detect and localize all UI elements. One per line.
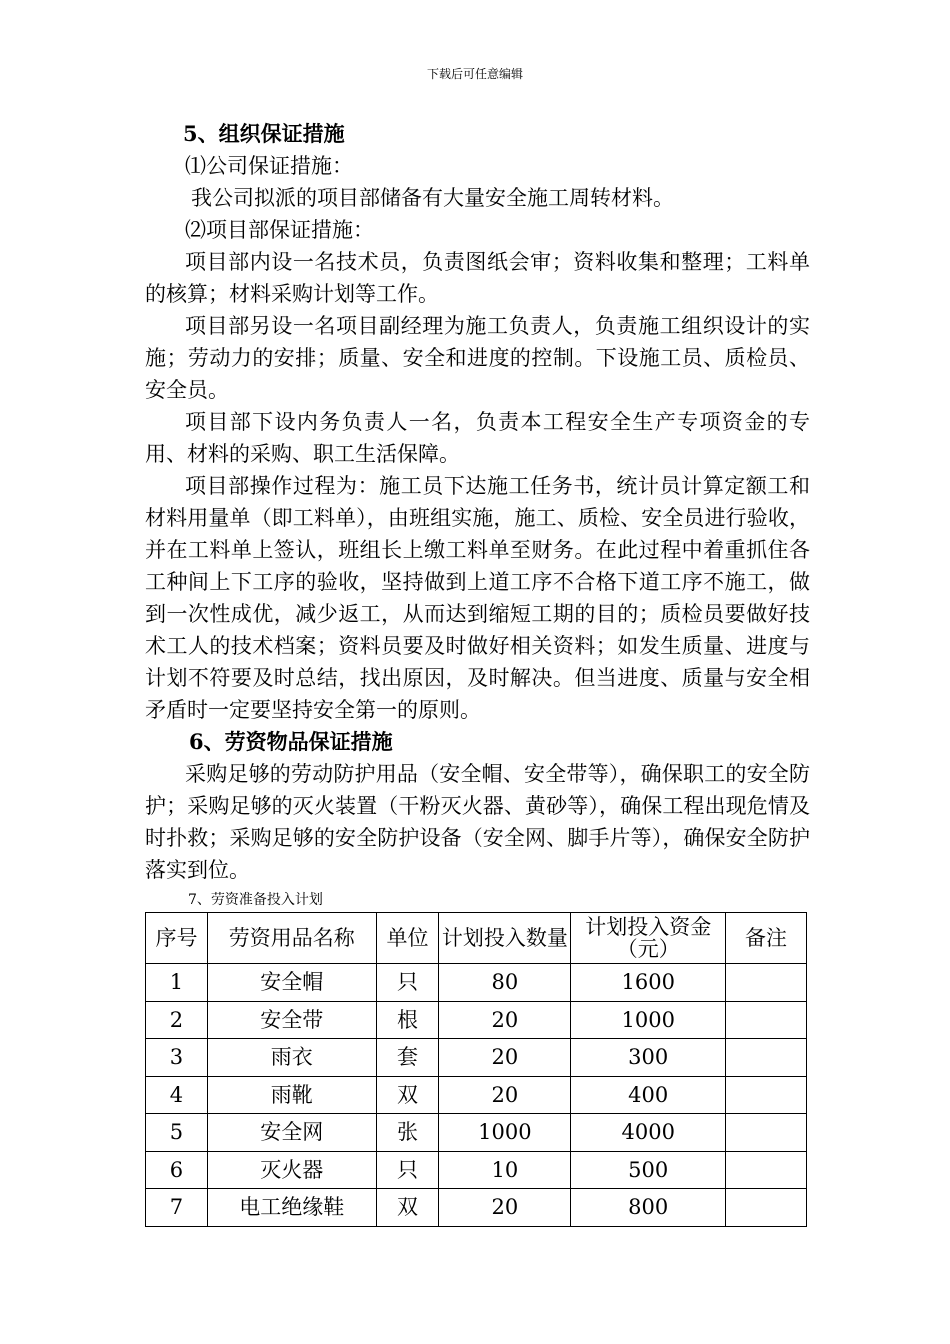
- header-quantity: 计划投入数量: [439, 913, 571, 964]
- cell-index: 4: [146, 1076, 208, 1114]
- header-remarks: 备注: [726, 913, 807, 964]
- section-6-title: 6、劳资物品保证措施: [189, 729, 393, 754]
- cell-amount: 1000: [571, 1001, 726, 1039]
- cell-index: 6: [146, 1151, 208, 1189]
- page-header: 下载后可任意编辑: [426, 67, 523, 81]
- cell-index: 1: [146, 964, 208, 1002]
- paragraph-deputy-manager: 项目部另设一名项目副经理为施工负责人，负责施工组织设计的实施；劳动力的安排；质量、安全和进度的控制。下设施工员、质检员、安全员。: [145, 314, 810, 402]
- cell-index: 2: [146, 1001, 208, 1039]
- cell-amount: 300: [571, 1039, 726, 1077]
- cell-index: 7: [146, 1189, 208, 1227]
- header-index: 序号: [146, 913, 208, 964]
- table-row: [146, 1039, 807, 1077]
- labor-plan-table: [145, 912, 807, 1227]
- cell-unit: 只: [376, 964, 439, 1002]
- cell-amount: 800: [571, 1189, 726, 1227]
- cell-remarks: [726, 1189, 807, 1227]
- paragraph-operation-process: 项目部操作过程为：施工员下达施工任务书，统计员计算定额工和材料用量单（即工料单），由班组实施，施工、质检、安全员进行验收，并在工料单上签认，班组长上缴工料单至财务。在此过程中着重抓住各工种间上下工序的验收，坚持做到上道工序不合格下道工序不施工，做到一次性成优，减少返工，从而达到缩短工期的目的；质检员要做好技术工人的技术档案；资料员要及时做好相关资料；如发生质量、进度与计划不符要及时总结，找出原因，及时解决。但当进度、质量与安全相矛盾时一定要坚持安全第一的原则。: [145, 474, 810, 722]
- cell-item-name: 电工绝缘鞋: [207, 1189, 376, 1227]
- table-row: [146, 1151, 807, 1189]
- paragraph-internal-affairs: 项目部下设内务负责人一名，负责本工程安全生产专项资金的专用、材料的采购、职工生活保障。: [145, 410, 810, 466]
- cell-unit: 套: [376, 1039, 439, 1077]
- cell-remarks: [726, 1151, 807, 1189]
- cell-quantity: 20: [439, 1076, 571, 1114]
- cell-quantity: 10: [439, 1151, 571, 1189]
- cell-unit: 根: [376, 1001, 439, 1039]
- cell-remarks: [726, 1076, 807, 1114]
- table-row: [146, 1076, 807, 1114]
- cell-unit: 只: [376, 1151, 439, 1189]
- table-caption: 7、劳资准备投入计划: [188, 892, 323, 908]
- cell-quantity: 20: [439, 1001, 571, 1039]
- cell-item-name: 灭火器: [207, 1151, 376, 1189]
- cell-index: 3: [146, 1039, 208, 1077]
- header-amount: 计划投入资金（元）: [571, 913, 726, 964]
- cell-amount: 500: [571, 1151, 726, 1189]
- cell-amount: 400: [571, 1076, 726, 1114]
- table-row: [146, 1001, 807, 1039]
- cell-remarks: [726, 1114, 807, 1152]
- cell-remarks: [726, 964, 807, 1002]
- cell-item-name: 安全网: [207, 1114, 376, 1152]
- paragraph-labor-supplies: 采购足够的劳动防护用品（安全帽、安全带等），确保职工的安全防护；采购足够的灭火装置（干粉灭火器、黄砂等），确保工程出现危情及时扑救；采购足够的安全防护设备（安全网、脚手片等），确保安全防护落实到位。: [145, 762, 810, 882]
- header-unit: 单位: [376, 913, 439, 964]
- document-body: [145, 118, 810, 1227]
- header-item-name: 劳资用品名称: [207, 913, 376, 964]
- cell-quantity: 80: [439, 964, 571, 1002]
- table-row: [146, 1114, 807, 1152]
- cell-item-name: 雨衣: [207, 1039, 376, 1077]
- cell-quantity: 20: [439, 1039, 571, 1077]
- cell-unit: 双: [376, 1076, 439, 1114]
- cell-index: 5: [146, 1114, 208, 1152]
- table-header-row: [146, 913, 807, 964]
- paragraph-company-measures: 我公司拟派的项目部储备有大量安全施工周转材料。: [191, 186, 674, 210]
- cell-unit: 双: [376, 1189, 439, 1227]
- cell-quantity: 1000: [439, 1114, 571, 1152]
- cell-remarks: [726, 1039, 807, 1077]
- paragraph-project-measures-title: ⑵项目部保证措施：: [185, 218, 374, 242]
- cell-amount: 1600: [571, 964, 726, 1002]
- paragraph-company-measures-title: ⑴公司保证措施：: [185, 154, 353, 178]
- cell-item-name: 安全带: [207, 1001, 376, 1039]
- cell-remarks: [726, 1001, 807, 1039]
- paragraph-technician: 项目部内设一名技术员，负责图纸会审；资料收集和整理；工料单的核算；材料采购计划等工作。: [145, 250, 810, 306]
- section-5-title: 5、组织保证措施: [183, 121, 345, 146]
- table-row: [146, 964, 807, 1002]
- cell-amount: 4000: [571, 1114, 726, 1152]
- cell-unit: 张: [376, 1114, 439, 1152]
- cell-item-name: 安全帽: [207, 964, 376, 1002]
- cell-item-name: 雨靴: [207, 1076, 376, 1114]
- table-row: [146, 1189, 807, 1227]
- cell-quantity: 20: [439, 1189, 571, 1227]
